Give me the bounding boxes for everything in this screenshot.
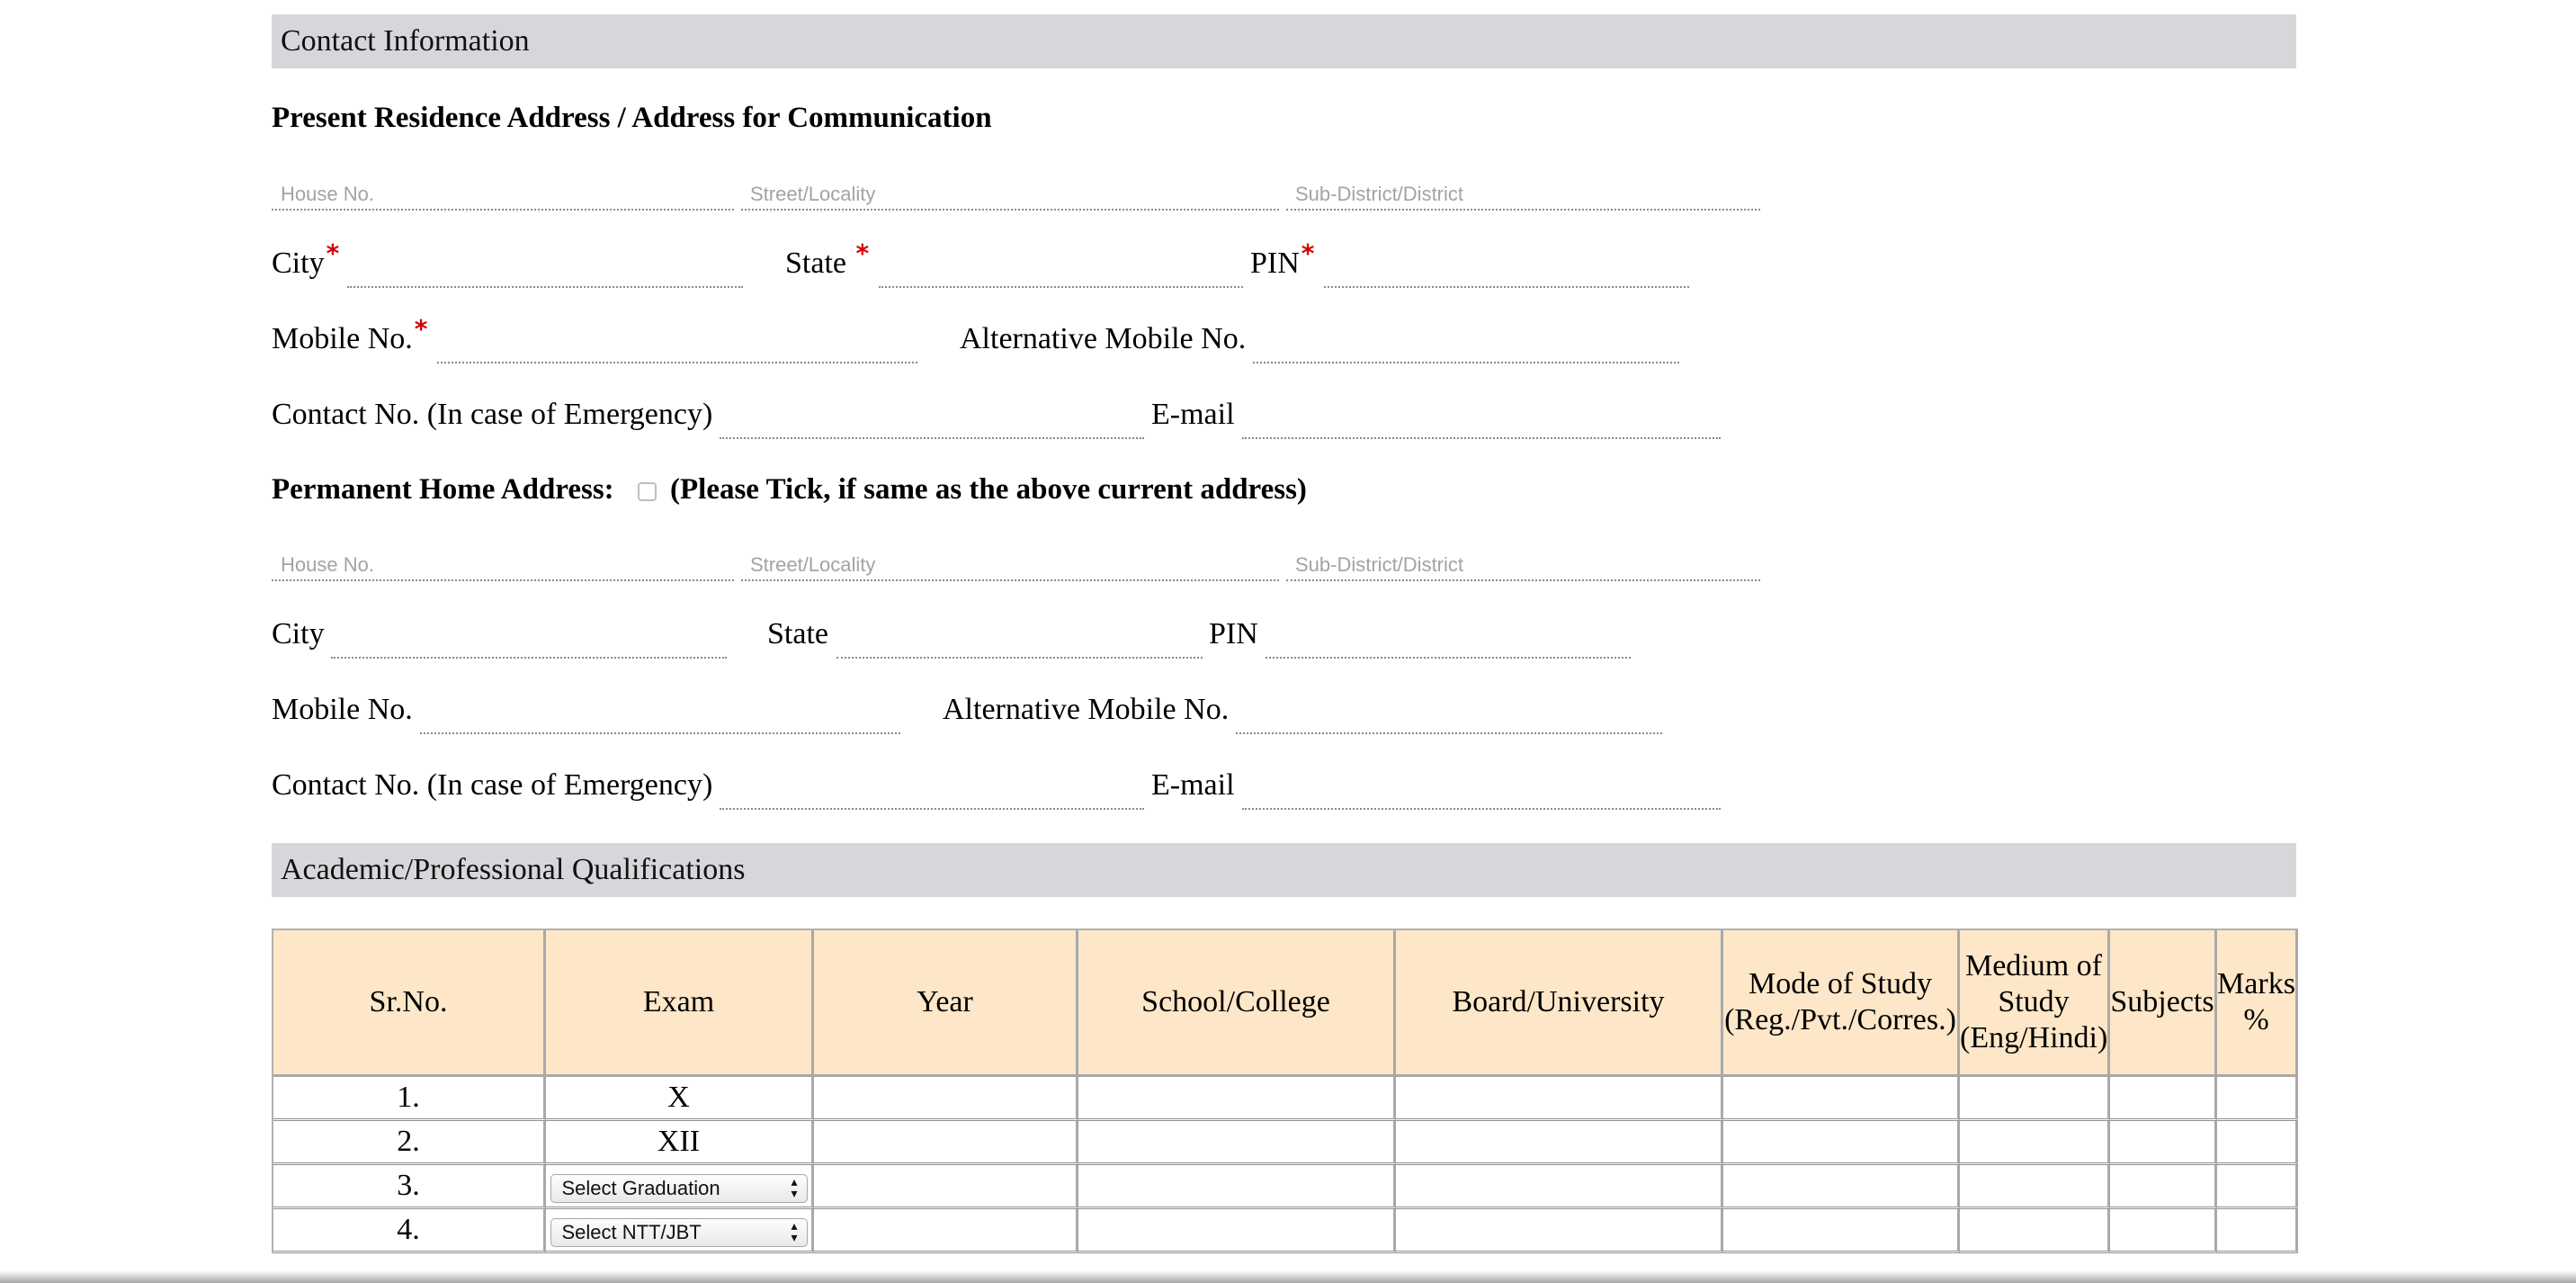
permanent-emergency-input[interactable] (720, 779, 1144, 810)
header-medium-of-study: Medium of Study (Eng/Hindi) (1960, 930, 2110, 1077)
present-email-label: E-mail (1151, 398, 1235, 431)
row-medium-cell[interactable] (1960, 1165, 2110, 1209)
row-board-cell[interactable] (1396, 1121, 1723, 1165)
permanent-emergency-label: Contact No. (In case of Emergency) (272, 768, 713, 802)
header-school-college: School/College (1078, 930, 1396, 1077)
permanent-house-no-input[interactable] (272, 551, 734, 581)
row-srno: 4. (273, 1209, 546, 1253)
row-srno: 1. (273, 1077, 546, 1121)
present-state-input[interactable] (879, 257, 1243, 288)
row-medium-cell[interactable] (1960, 1077, 2110, 1121)
contact-information-section-header: Contact Information (272, 14, 2296, 68)
present-pin-label: PIN* (1250, 238, 1315, 280)
row-medium-cell[interactable] (1960, 1121, 2110, 1165)
present-house-no-input[interactable] (272, 180, 734, 211)
ntt-jbt-select[interactable]: Select NTT/JBT ▴ ▾ (550, 1218, 808, 1247)
row-year-cell[interactable] (814, 1165, 1078, 1209)
header-board-university: Board/University (1396, 930, 1723, 1077)
permanent-pin-label: PIN (1209, 617, 1258, 650)
header-exam: Exam (546, 930, 814, 1077)
permanent-email-label: E-mail (1151, 768, 1235, 802)
permanent-alt-mobile-label: Alternative Mobile No. (943, 693, 1230, 726)
graduation-select[interactable]: Select Graduation ▴ ▾ (550, 1174, 808, 1203)
permanent-mobile-input[interactable] (420, 704, 900, 734)
row-school-cell[interactable] (1078, 1077, 1396, 1121)
permanent-state-label: State (767, 617, 828, 650)
present-mobile-label: Mobile No.* (272, 314, 428, 355)
present-city-label: City* (272, 238, 340, 280)
row-marks-cell[interactable] (2217, 1165, 2298, 1209)
row-board-cell[interactable] (1396, 1165, 1723, 1209)
row-school-cell[interactable] (1078, 1121, 1396, 1165)
row-year-cell[interactable] (814, 1209, 1078, 1253)
row-subjects-cell[interactable] (2110, 1165, 2217, 1209)
permanent-city-label: City (272, 617, 325, 650)
present-alt-mobile-label: Alternative Mobile No. (960, 322, 1247, 355)
viewport-bottom-shadow (0, 1270, 2576, 1283)
present-sub-district-input[interactable] (1286, 180, 1760, 211)
header-mode-of-study: Mode of Study (Reg./Pvt./Corres.) (1723, 930, 1960, 1077)
permanent-pin-input[interactable] (1266, 628, 1631, 659)
row-srno: 3. (273, 1165, 546, 1209)
select-arrows-icon: ▴ ▾ (791, 1174, 798, 1200)
header-marks-percent: Marks % (2217, 930, 2298, 1077)
present-alt-mobile-input[interactable] (1253, 333, 1679, 363)
row-marks-cell[interactable] (2217, 1209, 2298, 1253)
row-exam (546, 1209, 814, 1253)
present-street-locality-input[interactable] (741, 180, 1279, 211)
row-exam (546, 1165, 814, 1209)
row-mode-cell[interactable] (1723, 1077, 1960, 1121)
permanent-alt-mobile-input[interactable] (1236, 704, 1662, 734)
academic-qualifications-section-header: Academic/Professional Qualifications (272, 843, 2296, 897)
permanent-mobile-label: Mobile No. (272, 693, 413, 726)
row-mode-cell[interactable] (1723, 1209, 1960, 1253)
row-medium-cell[interactable] (1960, 1209, 2110, 1253)
qualifications-table (272, 929, 2298, 1253)
row-srno: 2. (273, 1121, 546, 1165)
row-marks-cell[interactable] (2217, 1077, 2298, 1121)
row-year-cell[interactable] (814, 1077, 1078, 1121)
table-row (273, 1121, 2298, 1165)
present-emergency-label: Contact No. (In case of Emergency) (272, 398, 713, 431)
required-mark: * (855, 238, 870, 268)
present-pin-input[interactable] (1324, 257, 1689, 288)
same-address-checkbox[interactable] (638, 482, 657, 501)
permanent-address-heading: Permanent Home Address: (272, 473, 614, 506)
required-mark: * (326, 238, 340, 268)
permanent-sub-district-input[interactable] (1286, 551, 1760, 581)
row-school-cell[interactable] (1078, 1209, 1396, 1253)
present-email-input[interactable] (1242, 408, 1721, 439)
row-subjects-cell[interactable] (2110, 1077, 2217, 1121)
present-city-input[interactable] (347, 257, 743, 288)
permanent-city-input[interactable] (331, 628, 727, 659)
table-row (273, 1209, 2298, 1253)
row-year-cell[interactable] (814, 1121, 1078, 1165)
row-mode-cell[interactable] (1723, 1121, 1960, 1165)
row-exam: X (546, 1077, 814, 1121)
present-mobile-input[interactable] (437, 333, 917, 363)
table-header-row (273, 930, 2298, 1077)
table-row (273, 1165, 2298, 1209)
header-srno: Sr.No. (273, 930, 546, 1077)
row-subjects-cell[interactable] (2110, 1121, 2217, 1165)
required-mark: * (414, 314, 428, 344)
header-year: Year (814, 930, 1078, 1077)
permanent-street-locality-input[interactable] (741, 551, 1279, 581)
row-marks-cell[interactable] (2217, 1121, 2298, 1165)
select-arrows-icon: ▴ ▾ (791, 1218, 798, 1244)
required-mark: * (1301, 238, 1315, 268)
row-subjects-cell[interactable] (2110, 1209, 2217, 1253)
row-board-cell[interactable] (1396, 1209, 1723, 1253)
table-row (273, 1077, 2298, 1121)
header-subjects: Subjects (2110, 930, 2217, 1077)
present-address-heading: Present Residence Address / Address for Communication (272, 102, 992, 134)
present-emergency-input[interactable] (720, 408, 1144, 439)
row-school-cell[interactable] (1078, 1165, 1396, 1209)
row-mode-cell[interactable] (1723, 1165, 1960, 1209)
same-address-note: (Please Tick, if same as the above current address) (670, 473, 1307, 506)
permanent-email-input[interactable] (1242, 779, 1721, 810)
permanent-state-input[interactable] (836, 628, 1203, 659)
present-state-label: State * (785, 238, 870, 280)
row-board-cell[interactable] (1396, 1077, 1723, 1121)
row-exam: XII (546, 1121, 814, 1165)
